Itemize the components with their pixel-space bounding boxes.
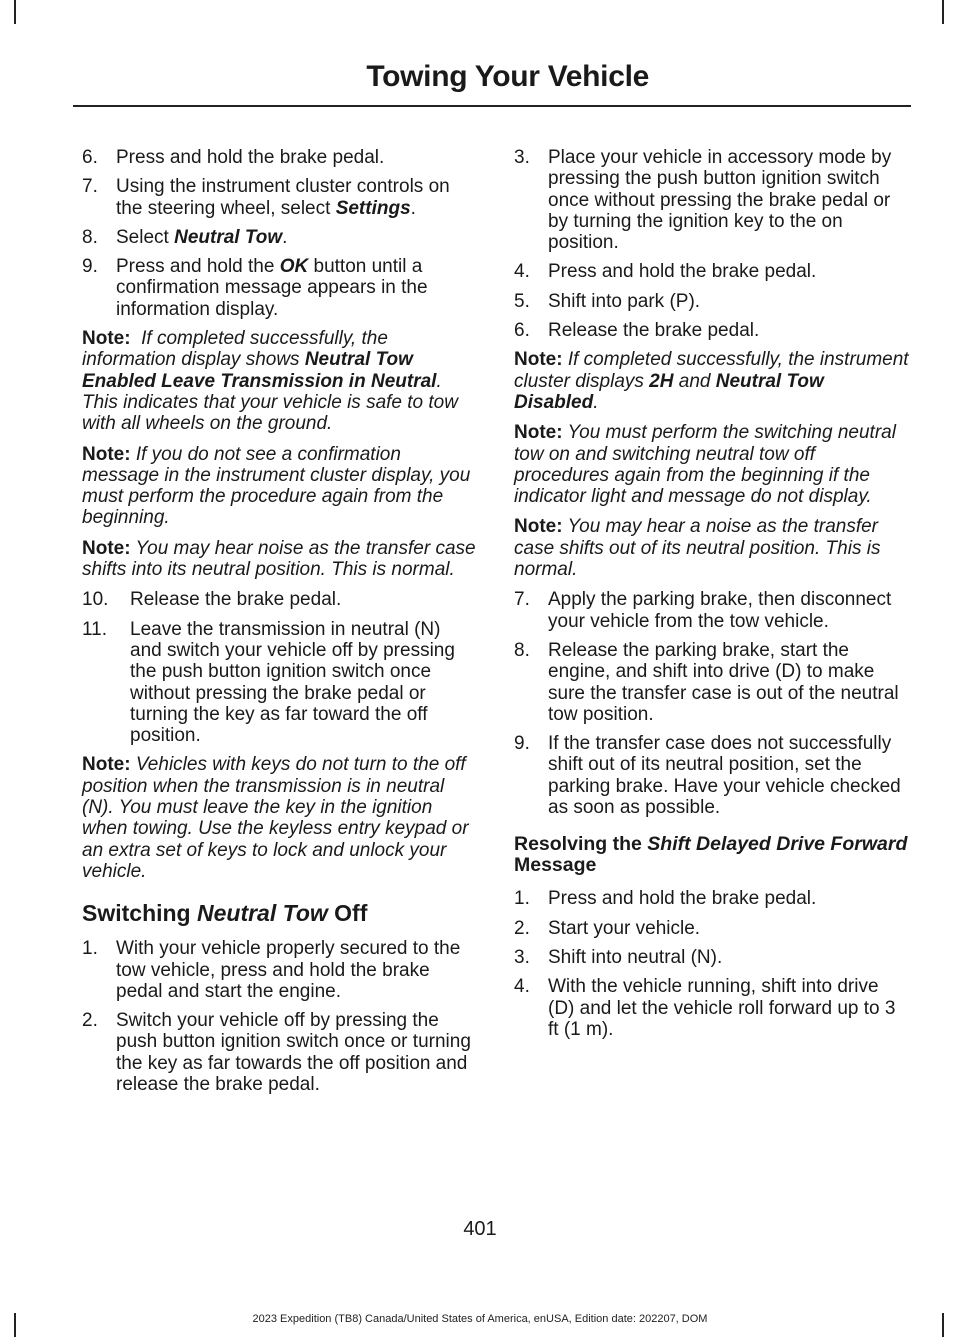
step-text: Press and hold the OK button until a confirmation message appears in the information display. bbox=[116, 256, 428, 320]
step-number: 6. bbox=[514, 320, 530, 342]
step-number: 3. bbox=[514, 147, 530, 168]
list-item bbox=[82, 147, 477, 168]
list-item bbox=[514, 918, 909, 939]
step-number: 2. bbox=[514, 917, 530, 939]
step-number: 3. bbox=[514, 946, 530, 968]
step-text: Place your vehicle in accessory mode by pressing the push button ignition switch once without pressing the brake pedal or by turning the ignition key to the on position. bbox=[548, 147, 892, 254]
step-number: 4. bbox=[514, 976, 530, 998]
step-number: 8. bbox=[82, 226, 98, 248]
page-number: 401 bbox=[463, 1218, 497, 1240]
crop-mark bbox=[942, 0, 944, 24]
list-item bbox=[82, 256, 477, 320]
section-heading: Switching Neutral Tow Off bbox=[82, 900, 368, 927]
subsection-heading: Resolving the Shift Delayed Drive Forward Message bbox=[514, 833, 908, 877]
page-title: Towing Your Vehicle bbox=[366, 60, 649, 93]
note: Note: Vehicles with keys do not turn to the off position when the transmission is in neutral (N). You must leave the key in the ignition when towing. Use the keyless entry keypad or an extra set of keys to lock and unlock your vehicle. bbox=[82, 754, 469, 882]
step-text: Release the brake pedal. bbox=[548, 320, 760, 342]
step-number: 9. bbox=[514, 733, 530, 755]
header-divider bbox=[73, 105, 911, 107]
list-item bbox=[514, 320, 909, 341]
list-item bbox=[82, 176, 477, 219]
list-item bbox=[514, 976, 909, 1040]
note: Note: You may hear a noise as the transfer case shifts out of its neutral position. This is normal. bbox=[514, 516, 881, 581]
right-column bbox=[514, 147, 909, 1048]
note: Note: You may hear noise as the transfer case shifts into its neutral position. This is normal. bbox=[82, 537, 476, 581]
list-item bbox=[82, 938, 477, 1002]
list-item bbox=[514, 589, 909, 632]
note: Note: If completed successfully, the instrument cluster displays 2H and Neutral Tow Disabled. bbox=[514, 349, 909, 413]
step-text: Using the instrument cluster controls on the steering wheel, select Settings. bbox=[116, 176, 450, 219]
menu-term-neutral-tow: Neutral Tow bbox=[174, 226, 283, 248]
step-number: 7. bbox=[82, 176, 98, 198]
step-number: 2. bbox=[82, 1010, 98, 1032]
step-number: 9. bbox=[82, 256, 98, 278]
list-item bbox=[82, 227, 477, 248]
list-item bbox=[82, 1010, 477, 1095]
list-item bbox=[514, 888, 909, 909]
step-number: 10. bbox=[82, 589, 109, 611]
button-term-ok: OK bbox=[279, 256, 309, 278]
crop-mark bbox=[14, 0, 16, 24]
left-column bbox=[82, 147, 477, 1103]
step-text: Leave the transmission in neutral (N) and switch your vehicle off by pressing the push button ignition switch once without pressing the brake pedal or turning the key as far toward the off position. bbox=[130, 618, 455, 747]
list-item bbox=[514, 640, 909, 725]
list-item bbox=[514, 947, 909, 968]
step-number: 4. bbox=[514, 261, 530, 283]
step-text: Select Neutral Tow. bbox=[116, 226, 288, 248]
step-text: Press and hold the brake pedal. bbox=[548, 261, 817, 283]
step-text: Shift into park (P). bbox=[548, 290, 701, 312]
step-number: 11. bbox=[82, 618, 108, 640]
list-item bbox=[82, 589, 477, 610]
step-text: With the vehicle running, shift into drive (D) and let the vehicle roll forward up to 3 ft (1 m). bbox=[548, 976, 896, 1040]
list-item bbox=[514, 147, 909, 253]
step-number: 7. bbox=[514, 589, 530, 611]
step-number: 5. bbox=[514, 290, 530, 312]
step-number: 6. bbox=[82, 147, 98, 168]
step-text: Apply the parking brake, then disconnect your vehicle from the tow vehicle. bbox=[548, 589, 892, 632]
list-item bbox=[514, 261, 909, 282]
step-number: 1. bbox=[514, 888, 530, 910]
step-text: If the transfer case does not successfully shift out of its neutral position, set the parking brake. Have your vehicle checked as soon as possible. bbox=[548, 733, 901, 819]
step-text: Start your vehicle. bbox=[548, 917, 701, 939]
list-item bbox=[514, 733, 909, 818]
step-text: Switch your vehicle off by pressing the push button ignition switch once or turning the key as far towards the off position and release the brake pedal. bbox=[116, 1010, 471, 1095]
footer-text: 2023 Expedition (TB8) Canada/United States of America, enUSA, Edition date: 202207, DOM bbox=[252, 1313, 708, 1325]
step-text: Shift into neutral (N). bbox=[548, 946, 723, 968]
step-text: With your vehicle properly secured to the tow vehicle, press and hold the brake pedal and start the engine. bbox=[116, 938, 461, 1002]
step-text: Press and hold the brake pedal. bbox=[116, 147, 385, 168]
note: Note: If you do not see a confirmation message in the instrument cluster display, you must perform the procedure again from the beginning. bbox=[82, 443, 471, 529]
step-text: Press and hold the brake pedal. bbox=[548, 888, 817, 910]
step-text: Release the parking brake, start the engine, and shift into drive (D) to make sure the transfer case is out of the neutral tow position. bbox=[548, 639, 899, 725]
step-number: 8. bbox=[514, 639, 530, 661]
note: Note: You must perform the switching neutral tow on and switching neutral tow off procedures again from the beginning if the indicator light and message do not display. bbox=[514, 422, 896, 508]
list-item bbox=[514, 291, 909, 312]
menu-term-settings: Settings bbox=[335, 197, 411, 219]
note: Note: If completed successfully, the information display shows Neutral Tow Enabled Leave Transmission in Neutral. This indicates that your vehicle is safe to tow with all wheels on the ground. bbox=[82, 328, 458, 435]
list-item bbox=[82, 619, 477, 747]
step-text: Release the brake pedal. bbox=[130, 589, 342, 611]
step-number: 1. bbox=[82, 938, 98, 960]
